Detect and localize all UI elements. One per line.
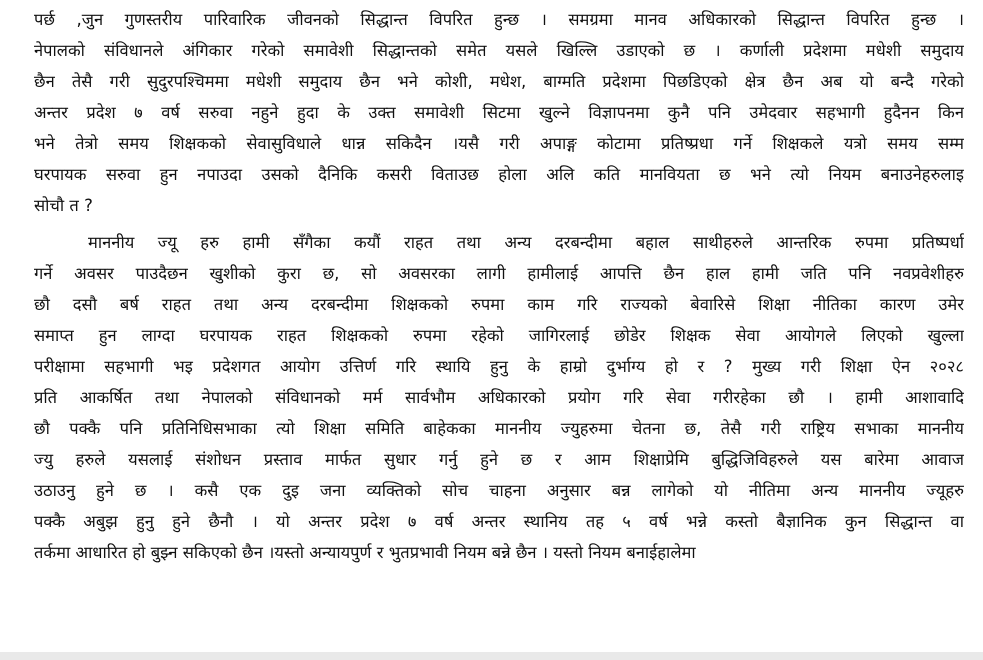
paragraph-1	[34, 4, 964, 221]
text-line: गर्ने अवसर पाउदैछन खुशीको कुरा छ, सो अवसरका लागी हामीलाई आपत्ति छैन हाल हामी जति पनि नवप्रवेशीहरु	[34, 264, 964, 283]
text-line: घरपायक सरुवा हुन नपाउदा उसको दैनिकि कसरी विताउछ होला अलि कति मानवियता छ भने त्यो नियम बनाउनेहरुलाइ	[34, 165, 964, 184]
text-line: समाप्त हुन लाग्दा घरपायक राहत शिक्षकको रुपमा रहेको जागिरलाई छोडेर शिक्षक सेवा आयोगले लिएको खुल्ला	[34, 326, 964, 345]
text-line: छौ दसौ बर्ष राहत तथा अन्य दरबन्दीमा शिक्षकको रुपमा काम गरि राज्यको बेवारिसे शिक्षा नीतिका कारण उमेर	[34, 295, 964, 314]
page-bottom-edge	[0, 652, 983, 660]
text-line: नेपालको संविधानले अंगिकार गरेको समावेशी सिद्धान्तको समेत यसले खिल्लि उडाएको छ । कर्णाली प्रदेशमा मधेशी समुदाय	[34, 41, 964, 60]
text-line: पक्कै अबुझ हुनु हुने छैनौ । यो अन्तर प्रदेश ७ वर्ष अन्तर स्थानिय तह ५ वर्ष भन्ने कस्तो बैज्ञानिक कुन सिद्धान्त वा	[34, 512, 964, 531]
text-line: छौ पक्कै पनि प्रतिनिधिसभाका त्यो शिक्षा समिति बाहेकका माननीय ज्युहरुमा चेतना छ, तेसै गरी राष्ट्रिय सभाका माननीय	[34, 419, 964, 438]
text-line: अन्तर प्रदेश ७ वर्ष सरुवा नहुने हुदा के उक्त समावेशी सिटमा खुल्ने विज्ञापनमा कुनै पनि उमेदवार सहभागी हुदैनन किन	[34, 103, 964, 122]
text-line: छैन तेसै गरी सुदुरपश्चिममा मधेशी समुदाय छैन भने कोशी, मधेश, बाग्मति प्रदेशमा पिछडिएको क्षेत्र छैन अब यो बन्दै गरेको	[34, 72, 964, 91]
text-line: तर्कमा आधारित हो बुझ्न सकिएको छैन ।यस्तो अन्यायपुर्ण र भुतप्रभावी नियम बन्ने छैन । यस्तो नियम बनाईहालेमा	[34, 543, 696, 562]
document-body	[34, 0, 964, 568]
text-line: परीक्षामा सहभागी भइ प्रदेशगत आयोग उत्तिर्ण गरि स्थायि हुनु के हाम्रो दुर्भाग्य हो र ? मुख्य गरी शिक्षा ऐन २०२८	[34, 357, 964, 376]
paragraph-2	[34, 227, 964, 568]
text-line: प्रति आकर्षित तथा नेपालको संविधानको मर्म सार्वभौम अधिकारको प्रयोग गरि सेवा गरीरहेका छौ । हामी आशावादि	[34, 388, 964, 407]
text-line: उठाउनु हुने छ । कसै एक दुइ जना व्यक्तिको सोच चाहना अनुसार बन्न लागेको यो नीतिमा अन्य माननीय ज्यूहरु	[34, 481, 964, 500]
text-line: माननीय ज्यू हरु हामी सँगैका कयौं राहत तथा अन्य दरबन्दीमा बहाल साथीहरुले आन्तरिक रुपमा प्रतिष्पर्धा	[88, 233, 964, 252]
text-line: ज्यु हरुले यसलाई संशोधन प्रस्ताव मार्फत सुधार गर्नु हुने छ र आम शिक्षाप्रेमि बुद्धिजिविहरुले यस बारेमा आवाज	[34, 450, 964, 469]
text-line: भने तेत्रो समय शिक्षकको सेवासुविधाले धान्न सकिदैन ।यसै गरी अपाङ्ग कोटामा प्रतिष्प्रधा गर्ने शिक्षकले यत्रो समय सम्म	[34, 134, 964, 153]
text-line: सोचौ त ?	[34, 196, 93, 215]
text-line: पर्छ ,जुन गुणस्तरीय पारिवारिक जीवनको सिद्धान्त विपरित हुन्छ । समग्रमा मानव अधिकारको सिद्धान्त विपरित हुन्छ ।	[34, 10, 964, 29]
